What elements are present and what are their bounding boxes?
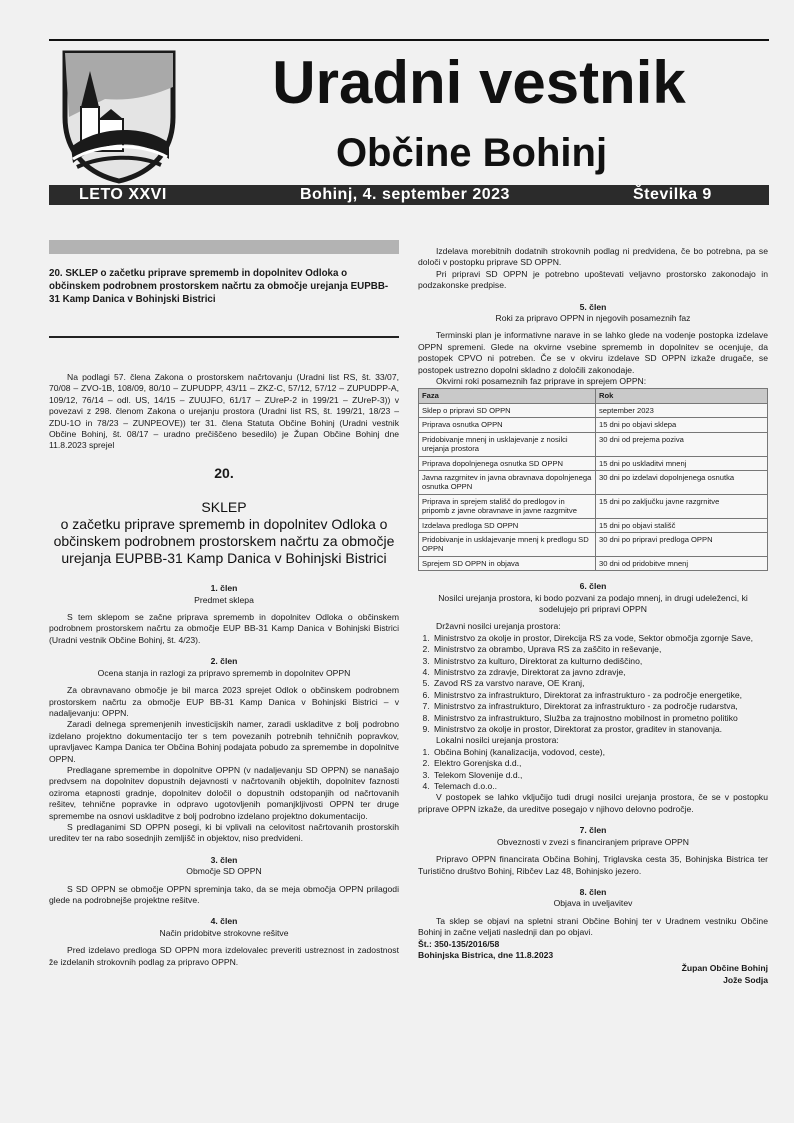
local-authorities-list	[418, 747, 768, 793]
article-4-text: Pred izdelavo predloga SD OPPN mora izdelovalec preveriti ustreznost in zadostnost že izdelanih strokovnih podlag za pripravo OPPN.	[49, 945, 399, 967]
article-6-text-1: Državni nosilci urejanja prostora:	[436, 621, 561, 632]
list-item: 3. Telekom Slovenije d.d.,	[432, 770, 768, 781]
table-cell-phase: Priprava osnutka OPPN	[419, 418, 596, 432]
left-column	[49, 240, 399, 968]
right-column	[418, 246, 768, 986]
table-row	[419, 418, 768, 432]
article-1-number: 1. člen	[210, 583, 238, 594]
article-1-name: Predmet sklepa	[194, 594, 254, 605]
list-item: 2. Elektro Gorenjska d.d.,	[432, 758, 768, 769]
issue-date: Bohinj, 4. september 2023	[300, 186, 510, 203]
table-row	[419, 403, 768, 417]
article-3-text: S SD OPPN se območje OPPN spreminja tako, da se meja območja OPPN prilagodi glede na podrobnejše projektne rešitve.	[49, 883, 399, 905]
article-4-number: 4. člen	[210, 916, 238, 927]
table-row	[419, 532, 768, 556]
list-item: 3. Ministrstvo za kulturo, Direktorat za kulturno dediščino,	[432, 656, 768, 667]
article-2-text-3: Predlagane spremembe in dopolnitve OPPN (v nadaljevanju SD OPPN) se nanašajo predvsem na dopolnitev dopustnih dejavnosti v načrtovanih objektih, dopolnitev faznosti oziroma etapnosti gradnje, dopolnitev določil o dopustnih odstopanjih od načrtovanih rešitev, tehnične popravke in odpravo ugotovljenih pomanjkljivosti OPPN ter druge spremembe na osnovi uskladitve z bolj podrobno izdelano projektno dokumentacijo.	[49, 764, 399, 821]
table-cell-deadline: 15 dni po zaključku javne razgrnitve	[596, 494, 768, 518]
volume-label: LETO XXVI	[79, 186, 167, 203]
article-3-name: Območje SD OPPN	[186, 866, 262, 877]
table-cell-deadline: september 2023	[596, 403, 768, 417]
list-item: 2. Ministrstvo za obrambo, Uprava RS za zaščito in reševanje,	[432, 644, 768, 655]
article-2-text-1: Za obravnavano območje je bil marca 2023 sprejet Odlok o občinskem podrobnem prostorskem načrtu za območje EUP BB-31 Kamp Danica v Bohinjski Bistrici – v nadaljevanju: OPPN.	[49, 685, 399, 718]
table-cell-deadline: 30 dni po izdelavi dopolnjenega osnutka	[596, 470, 768, 494]
table-cell-deadline: 15 dni po objavi sklepa	[596, 418, 768, 432]
issue-number: Številka 9	[633, 186, 712, 203]
preamble: Na podlagi 57. člena Zakona o prostorskem načrtovanju (Uradni list RS, št. 33/07, 70/08 – ZVO-1B, 108/09, 80/10 – ZUPUDPP, 43/11 – ZKZ-C, 57/12, 57/12 – ZUPUDPP-A, 109/12, 76/14 – odl. US, 14/15 – ZUUJFO, 61/17 – ZUreP-2 in 199/21 – ZUreP-3)) v povezavi z 298. členom Zakona o urejanju prostora (Uradni list RS, št. 199/21, 18/23 – ZDU-1O in 78/23 – ZUNPEOVE)) ter 31. člena Statuta Občine Bohinj (Uradni vestnik Občine Bohinj, št. 08/17 – uradno prečiščeno besedilo) je Župan Občine Bohinj dne 11.8.2023 sprejel	[49, 372, 399, 451]
article-8-name: Objava in uveljavitev	[553, 898, 633, 909]
article-5-number: 5. člen	[579, 301, 607, 312]
list-item: 6. Ministrstvo za infrastrukturo, Direktorat za infrastrukturo - za področje energetike,	[432, 690, 768, 701]
article-4-continued-1: Izdelava morebitnih dodatnih strokovnih podlag ni predvidena, če bo potrebna, pa se določi v postopku priprave SD OPPN.	[418, 246, 768, 268]
list-item: 9. Ministrstvo za okolje in prostor, Direktorat za prostor, graditev in stanovanja.	[432, 724, 768, 735]
signer-title: Župan Občine Bohinj	[681, 963, 768, 974]
article-2-number: 2. člen	[210, 656, 238, 667]
article-7-text: Pripravo OPPN financirata Občina Bohinj, Triglavska cesta 35, Bohinjska Bistrica ter Turistično društvo Bohinj, Ribčev Laz 48, Bohinjsko jezero.	[418, 854, 768, 876]
table-cell-deadline: 15 dni po objavi stališč	[596, 518, 768, 532]
article-7-number: 7. člen	[579, 825, 607, 836]
list-item: 4. Ministrstvo za zdravje, Direktorat za javno zdravje,	[432, 667, 768, 678]
article-6-name: Nosilci urejanja prostora, ki bodo pozvani za podajo mnenj, in drugi udeleženci, ki sodelujejo pri pripravi OPPN	[438, 592, 748, 614]
article-4-continued-2: Pri pripravi SD OPPN je potrebno upoštevati veljavno prostorsko zakonodajo in podzakonske predpise.	[418, 268, 768, 291]
article-2-text-2: Zaradi delnega spremenjenih investicijskih namer, zaradi uskladitve z bolj podrobno izdelano projektno dokumentacijo ter s tem povezanih potrebnih tehničnih popravkov, upravljavec Kampa Danica ter Občina Bohinj podajata pobudo za spremembe in dopolnitve OPPN.	[49, 719, 399, 764]
table-row	[419, 470, 768, 494]
table-header-phase: Faza	[419, 389, 596, 403]
table-cell-phase: Sklep o pripravi SD OPPN	[419, 403, 596, 417]
table-row	[419, 432, 768, 456]
article-5-text-1: Terminski plan je informativne narave in se lahko glede na vodenje postopka izdelave OPPN spremeni. Glede na okvirne vsebine sprememb in dopolnitev se ocenjuje, da postopek CPVO ni potreben. Če se v okviru izdelave SD OPPN izkaže drugače, se postopek ustrezno dopolni skladno z določili zakonodaje.	[418, 330, 768, 375]
document-heading	[49, 499, 399, 567]
article-2-text-4: S predlaganimi SD OPPN posegi, ki bi vplivali na celovitost načrtovanih prostorskih ureditev ter na rabo sosednjih zemljišč in objektov, niso predvideni.	[49, 821, 399, 844]
list-item: 4. Telemach d.o.o..	[432, 781, 768, 792]
masthead	[49, 39, 769, 205]
table-cell-phase: Priprava dopolnjenega osnutka SD OPPN	[419, 456, 596, 470]
schedule-table	[418, 388, 768, 571]
table-header-row	[419, 389, 768, 403]
article-7-name: Obveznosti v zvezi s financiranjem priprave OPPN	[497, 836, 689, 847]
publication-subtitle: Občine Bohinj	[335, 131, 608, 175]
article-8-number: 8. člen	[579, 886, 607, 897]
table-cell-phase: Sprejem SD OPPN in objava	[419, 556, 596, 570]
article-8-text: Ta sklep se objavi na spletni strani Občine Bohinj ter v Uradnem vestniku Občine Bohinj in začne veljati naslednji dan po objavi.	[418, 915, 768, 938]
masthead-top-rule	[49, 39, 769, 41]
table-cell-deadline: 15 dni po uskladitvi mnenj	[596, 456, 768, 470]
article-2-name: Ocena stanja in razlogi za pripravo sprememb in dopolnitev OPPN	[97, 667, 351, 678]
article-6-text-2: Lokalni nosilci urejanja prostora:	[436, 735, 559, 746]
divider	[49, 336, 399, 338]
table-row	[419, 456, 768, 470]
signer-name: Jože Sodja	[723, 974, 768, 985]
table-cell-deadline: 30 dni po pripravi predloga OPPN	[596, 532, 768, 556]
coat-of-arms-icon	[59, 47, 179, 185]
reference-place-date: Bohinjska Bistrica, dne 11.8.2023	[418, 949, 554, 960]
table-row	[419, 556, 768, 570]
list-item: 5. Zavod RS za varstvo narave, OE Kranj,	[432, 678, 768, 689]
table-row	[419, 494, 768, 518]
document-number: 20.	[214, 464, 234, 481]
document-label: SKLEP	[201, 499, 247, 516]
table-cell-deadline: 30 dni od pridobitve mnenj	[596, 556, 768, 570]
publication-title: Uradni vestnik	[272, 49, 686, 116]
article-1-text: S tem sklepom se začne priprava sprememb in dopolnitev Odloka o občinskem podrobnem prostorskem načrtu za območje EUP BB-31 Kamp Danica v Bohinjski Bistrici (Uradni vestnik Občine Bohinj, št. 4/23).	[49, 612, 399, 645]
article-5-text-2: Okvirni roki posameznih faz priprave in sprejem OPPN:	[436, 376, 647, 387]
document-title: o začetku priprave sprememb in dopolnitev Odloka o občinskem podrobnem prostorskem načrtu za območje urejanja EUPBB-31 Kamp Danica v Bohinjski Bistrici	[53, 516, 395, 567]
list-item: 8. Ministrstvo za infrastrukturo, Služba za trajnostno mobilnost in prometno politiko	[432, 713, 768, 724]
table-cell-phase: Priprava in sprejem stališč do predlogov in pripomb z javne obravnave in javne razgrnitve	[419, 494, 596, 518]
table-cell-phase: Pridobivanje in usklajevanje mnenj k predlogu SD OPPN	[419, 532, 596, 556]
article-6-text-3: V postopek se lahko vključijo tudi drugi nosilci urejanja prostora, če se v postopku priprave OPPN izkaže, da ureditve posegajo v njihovo delovno področje.	[418, 792, 768, 814]
list-item: 1. Občina Bohinj (kanalizacija, vodovod, ceste),	[432, 747, 768, 758]
section-header-bar	[49, 240, 399, 254]
table-header-deadline: Rok	[596, 389, 768, 403]
entry-title: 20. SKLEP o začetku priprave sprememb in dopolnitev Odloka o občinskem podrobnem prostorskem načrtu za območje urejanja EUPBB-31 Kamp Danica v Bohinjski Bistrici	[49, 268, 389, 305]
table-cell-phase: Pridobivanje mnenj in usklajevanje z nosilci urejanja prostora	[419, 432, 596, 456]
reference-number: Št.: 350-135/2016/58	[418, 938, 500, 949]
article-4-name: Način pridobitve strokovne rešitve	[159, 927, 289, 938]
article-3-number: 3. člen	[210, 854, 238, 865]
issue-info-bar	[49, 185, 769, 205]
article-5-name: Roki za pripravo OPPN in njegovih posameznih faz	[495, 313, 691, 324]
article-6-number: 6. člen	[579, 581, 607, 592]
table-cell-deadline: 30 dni od prejema poziva	[596, 432, 768, 456]
list-item: 1. Ministrstvo za okolje in prostor, Direkcija RS za vode, Sektor območja zgornje Save,	[432, 633, 768, 644]
table-cell-phase: Izdelava predloga SD OPPN	[419, 518, 596, 532]
table-row	[419, 518, 768, 532]
state-authorities-list	[418, 633, 768, 736]
list-item: 7. Ministrstvo za infrastrukturo, Direktorat za infrastrukturo - za področje rudarstva,	[432, 701, 768, 712]
table-cell-phase: Javna razgrnitev in javna obravnava dopolnjenega osnutka OPPN	[419, 470, 596, 494]
